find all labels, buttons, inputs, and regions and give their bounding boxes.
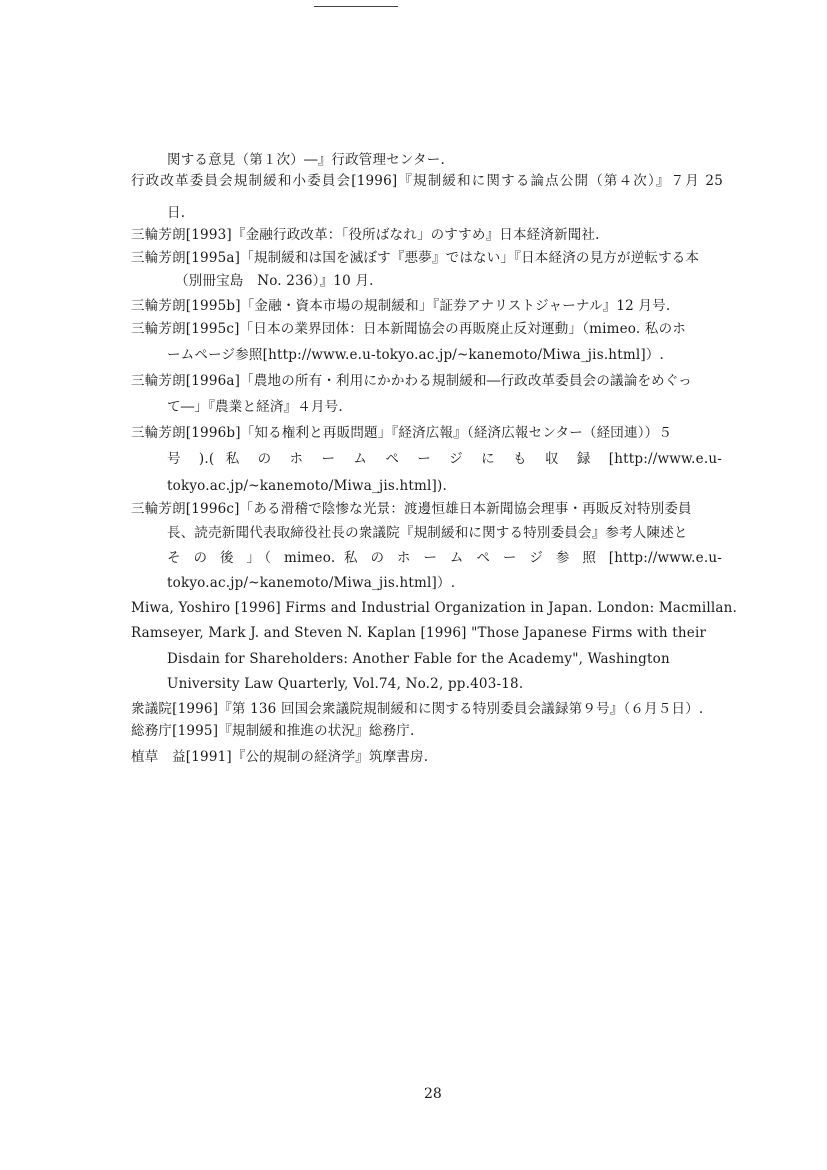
reference-line: 三輪芳朗[1995c]「日本の業界団体：日本新聞協会の再販廃止反対運動」（mimeo. 私のホ (131, 321, 686, 337)
reference-line: 三輪芳朗[1996a]「農地の所有・利用にかかわる規制緩和―行政改革委員会の議論をめぐっ (131, 373, 692, 389)
reference-line: Ramseyer, Mark J. and Steven N. Kaplan [1996] "Those Japanese Firms with their (131, 625, 707, 641)
reference-line: 総務庁[1995]『規制緩和推進の状況』総務庁. (131, 723, 415, 739)
reference-line: 三輪芳朗[1995b]「金融・資本市場の規制緩和」『証券アナリストジャーナル』12 月号. (131, 298, 671, 314)
reference-line: 三輪芳朗[1995a]「規制緩和は国を滅ぼす『悪夢』ではない」『日本経済の見方が逆転する本 (131, 250, 700, 266)
reference-line: そ の 後 」（ mimeo. 私 の ホ ー ム ペ ー ジ 参 照 [http://www.e.u- (167, 550, 722, 566)
reference-line: Miwa, Yoshiro [1996] Firms and Industrial Organization in Japan. London: Macmillan. (131, 600, 738, 616)
reference-line: Disdain for Shareholders: Another Fable for the Academy", Washington (167, 651, 670, 667)
reference-line: 関する意見（第１次）―』行政管理センター. (167, 152, 445, 168)
reference-line: 三輪芳朗[1996b]「知る権利と再販問題」『経済広報』（経済広報センター（経団連））５ (131, 425, 673, 441)
reference-line: 三輪芳朗[1996c]「ある滑稽で陰惨な光景：渡邊恒雄日本新聞協会理事・再販反対特別委員 (131, 501, 692, 517)
reference-line: tokyo.ac.jp/~kanemoto/Miwa_jis.html]）. (167, 575, 456, 591)
reference-line: 号 ).( 私 の ホ ー ム ペ ー ジ に も 収 録 [http://www.e.u- (167, 451, 722, 467)
reference-line: University Law Quarterly, Vol.74, No.2, pp.403-18. (167, 676, 524, 692)
reference-line: 三輪芳朗[1993]『金融行政改革：「役所ばなれ」のすすめ』日本経済新聞社. (131, 227, 600, 243)
reference-line: （別冊宝島 No. 236）』10 月. (175, 273, 374, 289)
reference-line: 植草 益[1991]『公的規制の経済学』筑摩書房. (131, 749, 429, 765)
reference-line: 日. (167, 205, 186, 221)
reference-line: 衆議院[1996]『第 136 回国会衆議院規制緩和に関する特別委員会議録第９号』（６月５日）. (131, 701, 704, 717)
reference-line: ームページ参照[http://www.e.u-tokyo.ac.jp/~kanemoto/Miwa_jis.html]）. (167, 347, 665, 363)
reference-line: 行政改革委員会規制緩和小委員会[1996]『規制緩和に関する論点公開（第４次）』７月 25 (131, 173, 723, 189)
page-number: 28 (424, 1086, 442, 1102)
reference-line: tokyo.ac.jp/~kanemoto/Miwa_jis.html]). (167, 478, 447, 494)
reference-line: て―」『農業と経済』４月号. (167, 399, 343, 415)
reference-line: 長、読売新聞代表取締役社長の衆議院『規制緩和に関する特別委員会』参考人陳述と (167, 525, 688, 541)
